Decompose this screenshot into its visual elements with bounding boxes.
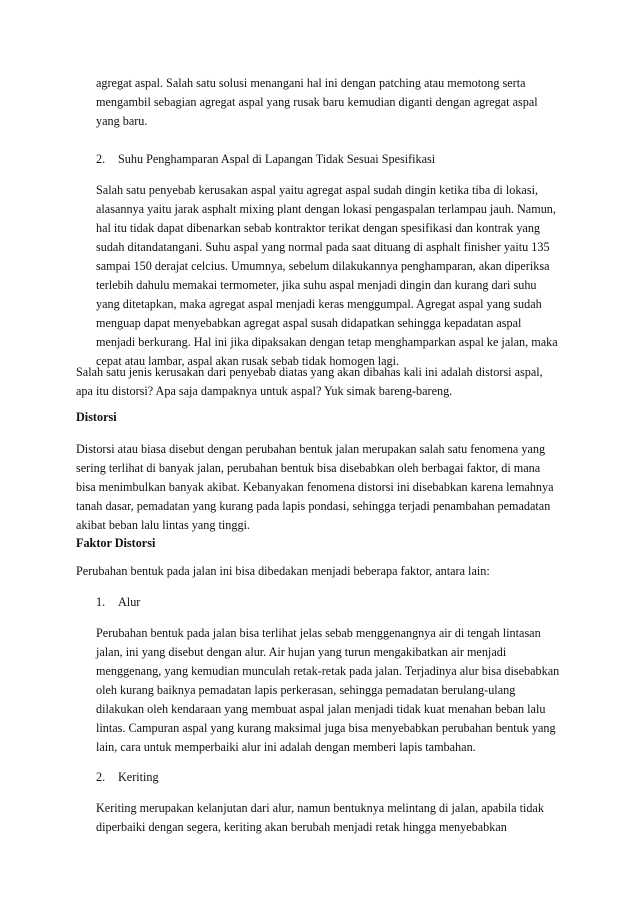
list-item-alur (96, 593, 561, 612)
list-item-keriting (96, 768, 561, 787)
paragraph-suhu: Salah satu penyebab kerusakan aspal yaitu agregat aspal sudah dingin ketika tiba di lokasi, alasannya yaitu jarak asphalt mixing plant dengan lokasi pengaspalan terlampau jauh. Namun, hal itu tidak dapat dibenarkan sebab kontraktor terikat dengan spesifikasi dan kontrak yang sudah ditandatangani. Suhu aspal yang normal pada saat dituang di asphalt finisher yaitu 135 sampai 150 derajat celcius. Umumnya, sebelum dilakukannya penghamparan, akan diperiksa terlebih dahulu memakai termometer, jika suhu aspal menjadi dingin dan kurang dari suhu yang ditetapkan, maka agregat aspal menjadi keras menggumpal. Agregat aspal yang sudah menguap dapat menyebabkan agregat aspal susah didapatkan sehingga kepadatan aspal menjadi berkurang. Hal ini jika dipaksakan dengan tetap menghamparkan aspal ke jalan, maka cepat atau lambar, aspal akan rusak sebab tidak homogen lagi. (96, 183, 558, 368)
paragraph-aggregate-patch: agregat aspal. Salah satu solusi menangani hal ini dengan patching atau memotong serta mengambil sebagian agregat aspal yang rusak baru kemudian diganti dengan agregat aspal yang baru. (96, 76, 538, 128)
paragraph-alur: Perubahan bentuk pada jalan bisa terlihat jelas sebab menggenangnya air di tengah lintasan jalan, ini yang disebut dengan alur. Air hujan yang turun mengakibatkan air menjadi menggenang, yang kemudian munculah retak-retak pada jalan. Terjadinya alur bisa disebabkan oleh kurang baiknya pemadatan lapis perkerasan, sehingga pemadatan berulang-ulang dilakukan oleh kendaraan yang membuat aspal jalan menjadi tidak kuat menahan beban lalu lintas. Campuran aspal yang kurang maksimal juga bisa menyebabkan perubahan bentuk yang lain, cara untuk memperbaiki alur ini adalah dengan memberi lapis tambahan. (96, 626, 560, 754)
list-item-title: Keriting (118, 770, 159, 784)
list-item-suhu (96, 150, 561, 169)
paragraph-distorsi: Distorsi atau biasa disebut dengan perubahan bentuk jalan merupakan salah satu fenomena yang sering terlihat di banyak jalan, perubahan bentuk bisa disebabkan oleh berbagai faktor, di mana bisa menimbulkan banyak akibat. Kebanyakan fenomena distorsi ini disebabkan karena lemahnya tanah dasar, pemadatan yang kurang pada lapis pondasi, sehingga terjadi penambahan pemadatan akibat beban lalu lintas yang tinggi. (76, 442, 554, 532)
paragraph-keriting: Keriting merupakan kelanjutan dari alur, namun bentuknya melintang di jalan, apabila tidak diperbaiki dengan segera, keriting akan berubah menjadi retak hingga menyebabkan (96, 801, 544, 834)
list-item-title: Alur (118, 595, 141, 609)
list-item-title: Suhu Penghamparan Aspal di Lapangan Tidak Sesuai Spesifikasi (118, 152, 436, 166)
list-number: 1. (96, 595, 106, 609)
heading-distorsi: Distorsi (76, 410, 117, 424)
heading-faktor-distorsi: Faktor Distorsi (76, 536, 156, 550)
paragraph-faktor: Perubahan bentuk pada jalan ini bisa dibedakan menjadi beberapa faktor, antara lain: (76, 564, 490, 578)
list-number: 2. (96, 152, 106, 166)
list-number: 2. (96, 770, 106, 784)
paragraph-intro-distorsi: Salah satu jenis kerusakan dari penyebab diatas yang akan dibahas kali ini adalah distorsi aspal, apa itu distorsi? Apa saja dampaknya untuk aspal? Yuk simak bareng-bareng. (76, 365, 543, 398)
